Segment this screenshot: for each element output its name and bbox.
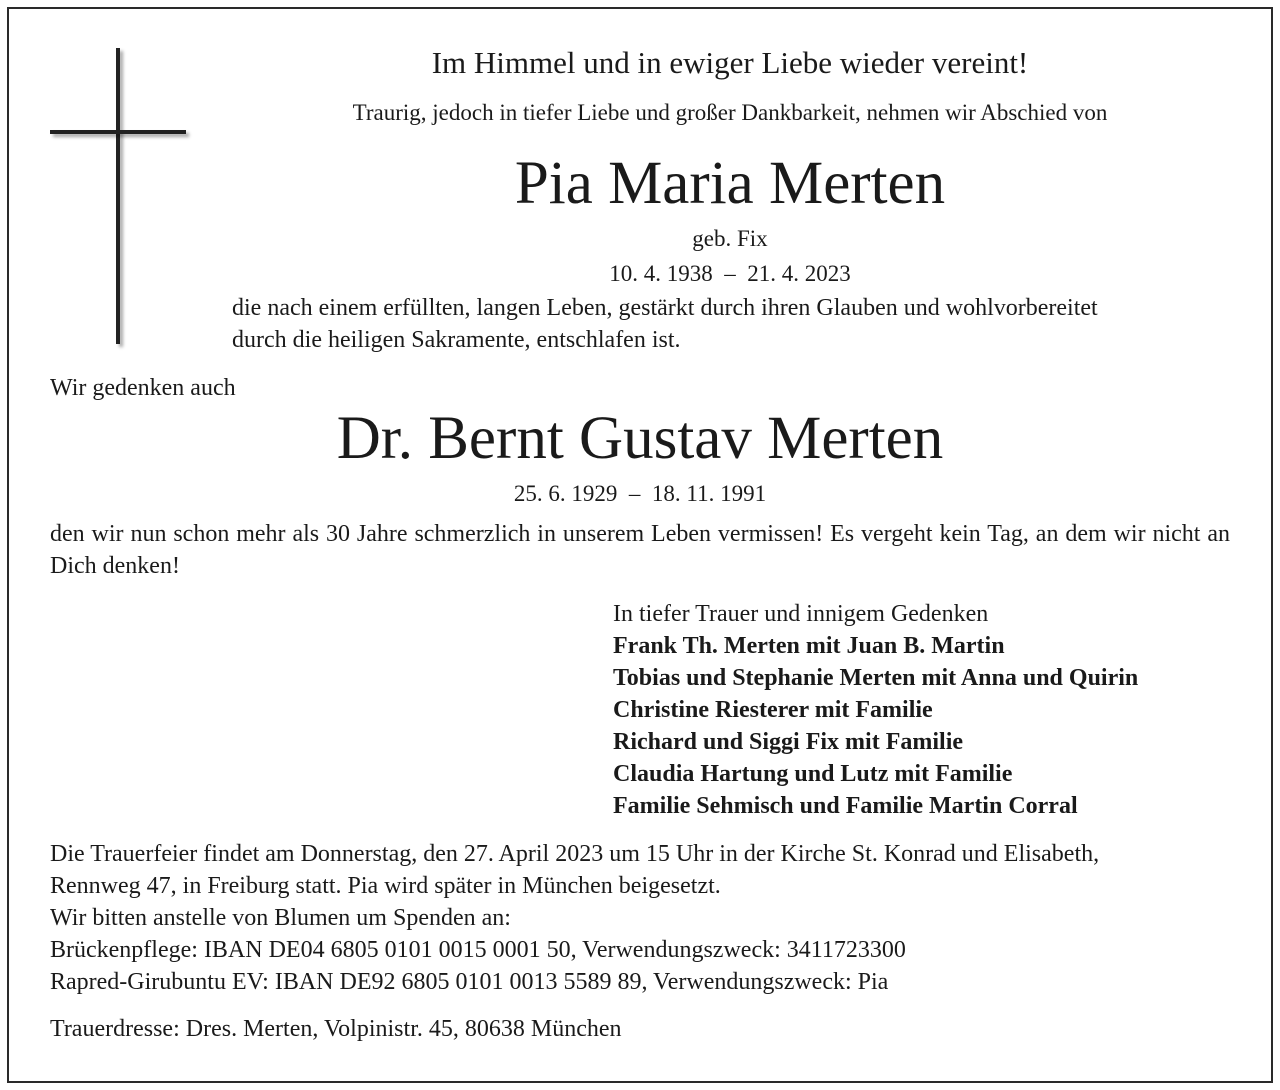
deceased-name-primary: Pia Maria Merten <box>514 150 946 217</box>
intro-text: Traurig, jedoch in tiefer Liebe und großer Dankbarkeit, nehmen wir Abschied von <box>352 100 1108 125</box>
mourner-name: Tobias und Stephanie Merten mit Anna und Quirin <box>613 665 1139 691</box>
donation-account-1: Brückenpflege: IBAN DE04 6805 0101 0015 0001 50, Verwendungszweck: 3411723300 <box>50 937 906 963</box>
heading: Im Himmel und in ewiger Liebe wieder vereint! <box>431 45 1029 80</box>
deceased1-text-line2: durch die heiligen Sakramente, entschlafen ist. <box>232 327 681 353</box>
funeral-line2: Rennweg 47, in Freiburg statt. Pia wird später in München beigesetzt. <box>50 873 721 899</box>
mourning-address: Trauerdresse: Dres. Merten, Volpinistr. 45, 80638 München <box>50 1016 622 1042</box>
life-dates-secondary: 25. 6. 1929 – 18. 11. 1991 <box>513 481 767 506</box>
cross-icon <box>48 48 193 353</box>
mourner-name: Christine Riesterer mit Familie <box>613 697 933 723</box>
life-dates-primary: 10. 4. 1938 – 21. 4. 2023 <box>609 261 851 286</box>
deceased1-text-line1: die nach einem erfüllten, langen Leben, gestärkt durch ihren Glauben und wohlvorbereitet <box>232 295 1098 321</box>
deceased-name-secondary: Dr. Bernt Gustav Merten <box>336 405 944 472</box>
deceased2-text-line1: den wir nun schon mehr als 30 Jahre schmerzlich in unserem Leben vermissen! Es vergeht kein Tag, <box>50 521 1029 547</box>
remember-label: Wir gedenken auch <box>50 375 236 401</box>
cross-horizontal-bar <box>50 130 186 134</box>
mourner-name: Familie Sehmisch und Familie Martin Corral <box>613 793 1078 819</box>
donation-account-2: Rapred-Girubuntu EV: IBAN DE92 6805 0101 0013 5589 89, Verwendungszweck: Pia <box>50 969 889 995</box>
mourner-name: Frank Th. Merten mit Juan B. Martin <box>613 633 1005 659</box>
deceased2-text-line2: an dem wir nicht an Dich denken! <box>50 521 1231 579</box>
funeral-line1: Die Trauerfeier findet am Donnerstag, den 27. April 2023 um 15 Uhr in der Kirche St. Konrad und Elisabeth, <box>50 841 1100 867</box>
mourner-name: Richard und Siggi Fix mit Familie <box>613 729 964 755</box>
birth-name: geb. Fix <box>692 226 768 251</box>
mourner-name: Claudia Hartung und Lutz mit Familie <box>613 761 1013 787</box>
cross-vertical-bar <box>116 48 120 344</box>
donation-request: Wir bitten anstelle von Blumen um Spenden an: <box>50 905 511 931</box>
deceased2-text <box>50 518 1230 582</box>
mourners-intro: In tiefer Trauer und innigem Gedenken <box>613 601 989 627</box>
